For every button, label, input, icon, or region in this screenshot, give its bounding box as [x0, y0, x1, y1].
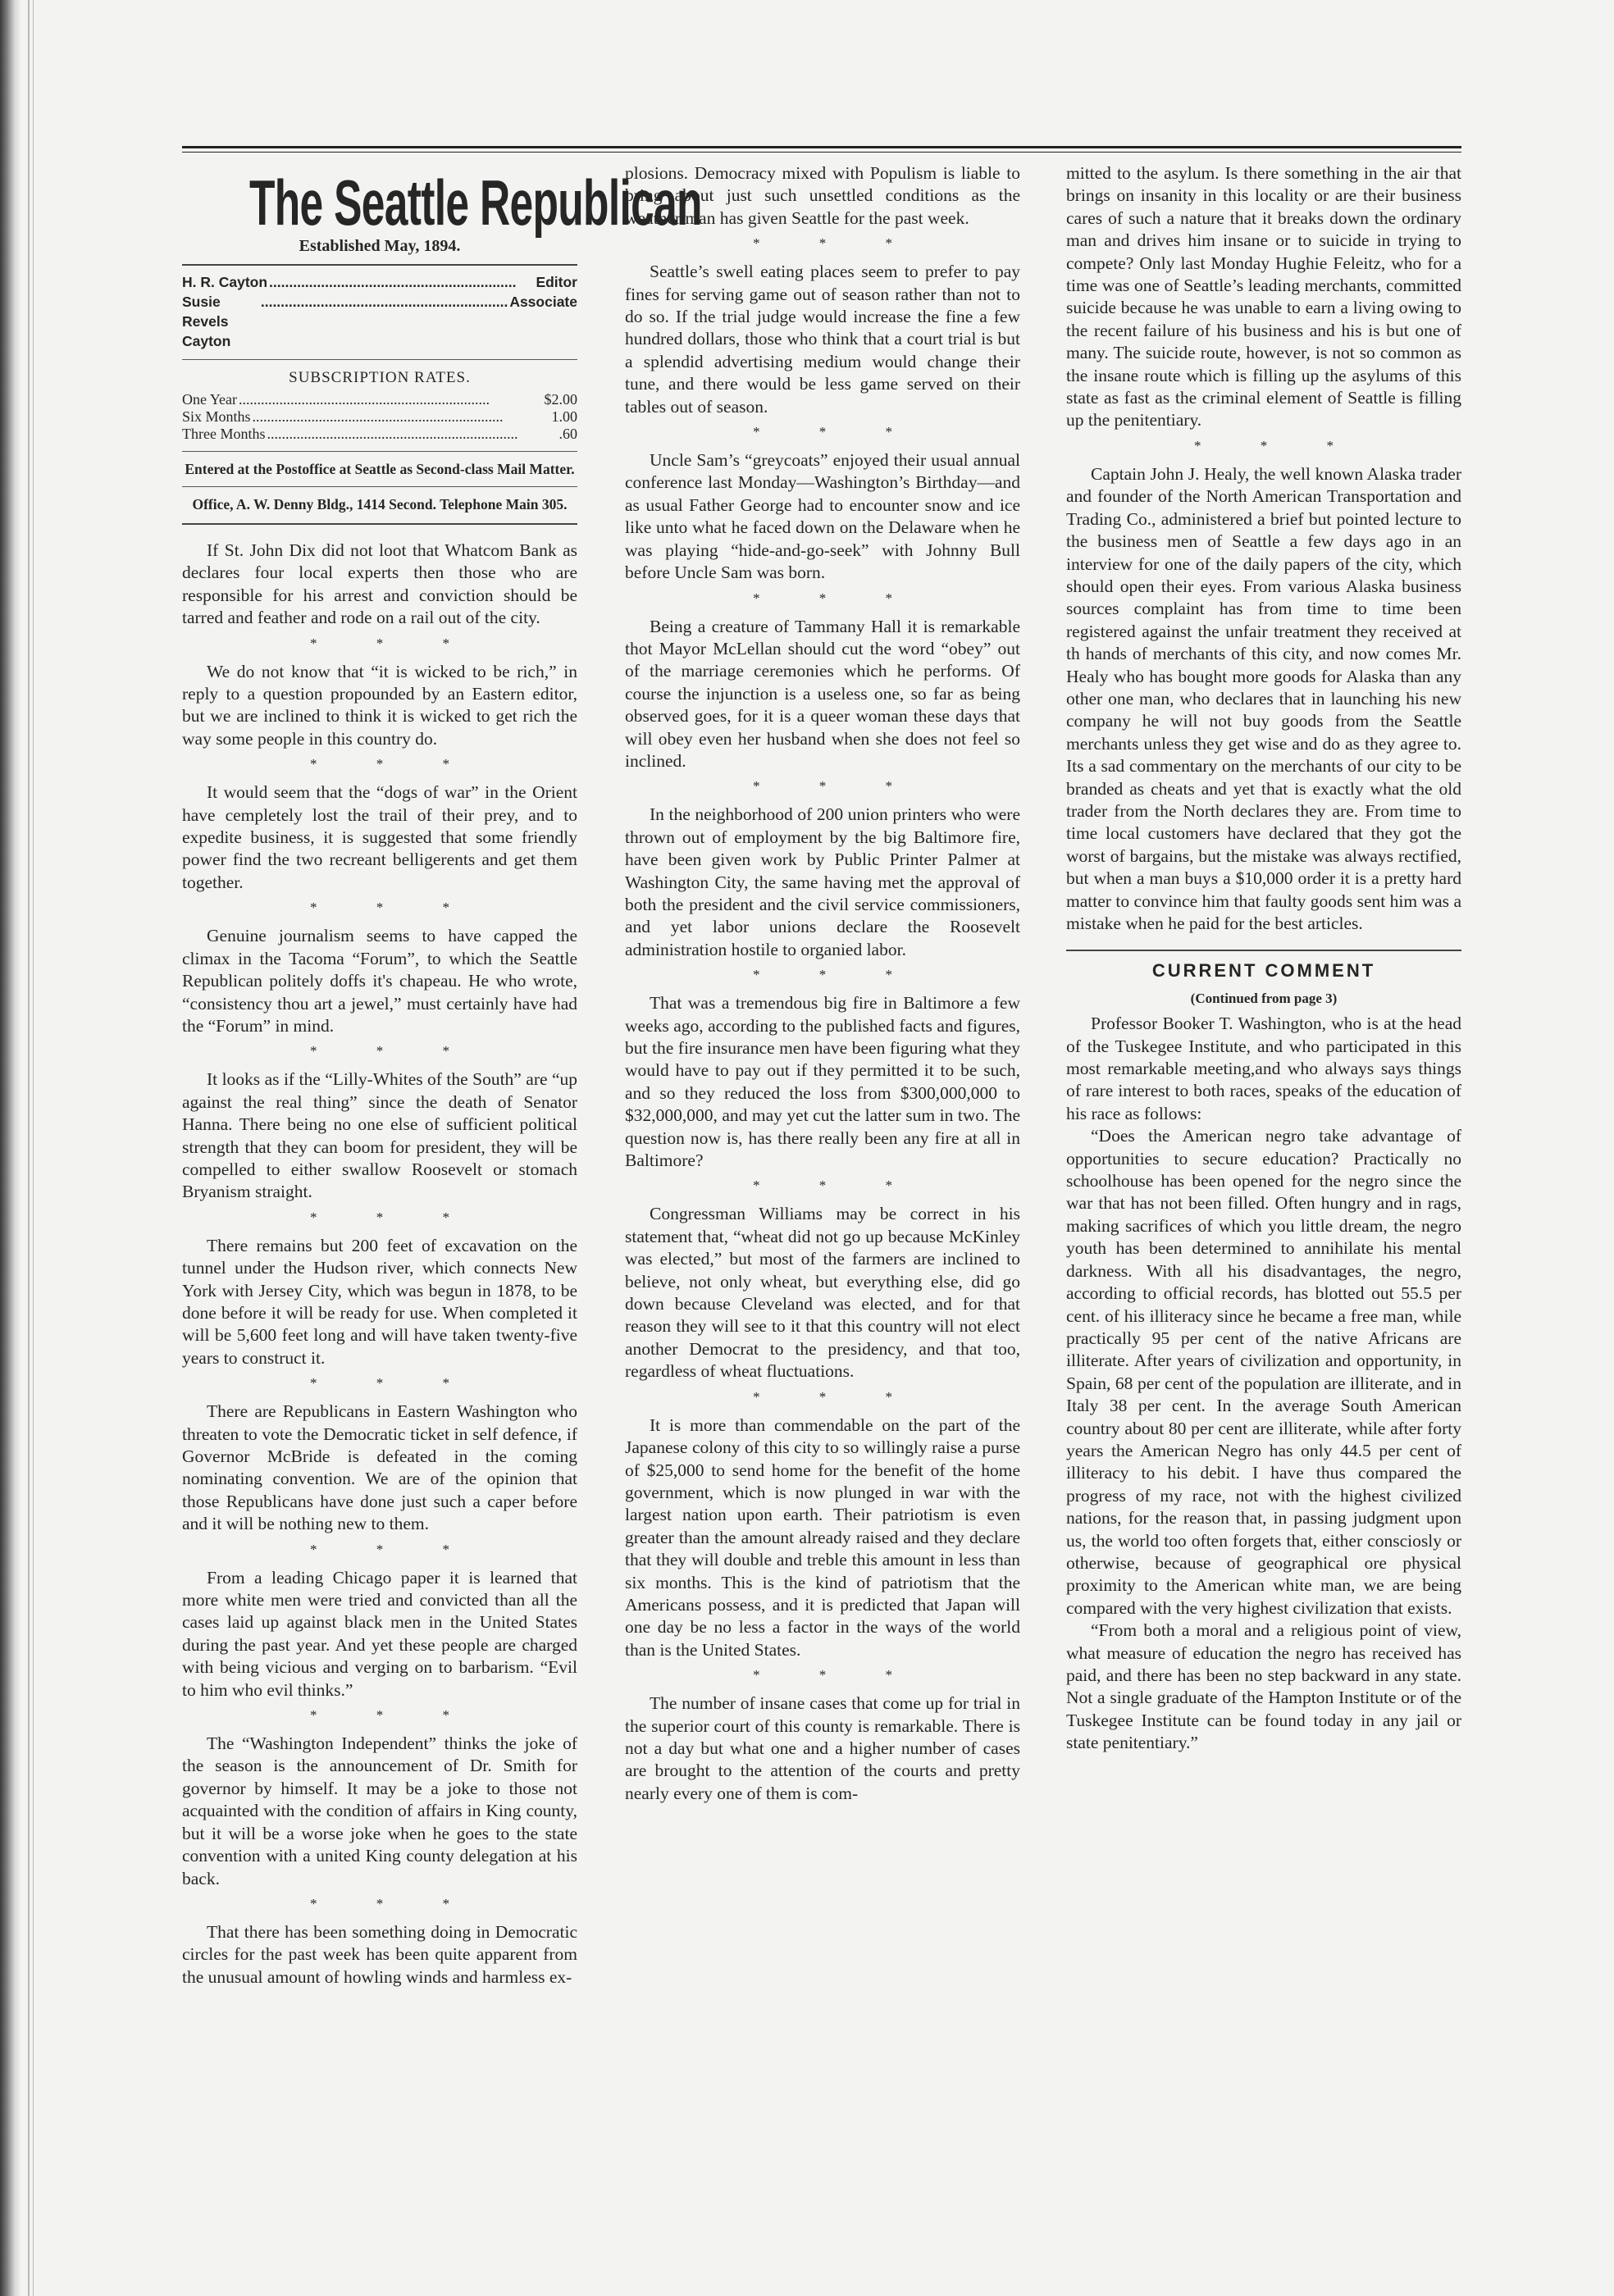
- masthead: [182, 166, 702, 525]
- column-1-articles: [182, 540, 577, 1988]
- article-paragraph: In the neighborhood of 200 union printers who were thrown out of employment by the big Baltimore fire, have been given work by Public Printer Palmer at Washington City, the same having met the approval of both the president and the civil service commissioners, and yet labor unions declare the Roosevelt administration hostile to organied labor.: [625, 804, 1020, 959]
- divider: [182, 523, 577, 525]
- article-paragraph: It looks as if the “Lilly-Whites of the South” are “up against the real thing” since the death of Senator Hanna. There being no one else of sufficient political strength that they can boom for president, they will be compelled to either swallow Roosevelt or stomach Bryanism straight.: [182, 1069, 577, 1202]
- top-rule-thin: [182, 152, 1461, 153]
- rate-row: [182, 426, 577, 443]
- article-paragraph: We do not know that “it is wicked to be rich,” in reply to a question propounded by an Eastern editor, but we are inclined to think it is wicked to get rich the way some people in this country do.: [182, 661, 577, 749]
- article-paragraph: If St. John Dix did not loot that Whatcom Bank as declares four local experts then those who are responsible for his arrest and conviction should be tarred and feather and rode on a rail out of the city.: [182, 540, 577, 628]
- rate-price: 1.00: [551, 408, 577, 425]
- postoffice-note: Entered at the Postoffice at Seattle as Second-class Mail Matter.: [185, 461, 575, 477]
- article-paragraph: It is more than commendable on the part of the Japanese colony of this city to so willingly raise a purse of $25,000 to send home for the benefit of the home government, which is now plunged in war with the largest nation upon earth. Their patriotism is even greater than the amount already raised and they declare that they will double and treble this amount in less than six months. This is the kind of patriotism that the Americans possess, and it is predicted that Japan will one day be no less a factor in the ways of the world than is the United States.: [625, 1414, 1020, 1660]
- article-paragraph: It would seem that the “dogs of war” in the Orient have cempletely lost the trail of their prey, and to expedite business, it is suggested that some friendly power find the two recreant belligerents and get them together.: [182, 782, 577, 892]
- top-rule: [182, 146, 1461, 148]
- staff-name: Susie Revels Cayton: [182, 294, 231, 349]
- star-separator: * * *: [310, 635, 477, 651]
- established-line: Established May, 1894.: [299, 237, 461, 255]
- star-separator: * * *: [310, 900, 477, 916]
- column-1: [182, 162, 702, 1988]
- column-2: [625, 162, 1020, 1805]
- divider: [182, 264, 577, 266]
- article-paragraph: Captain John J. Healy, the well known Alaska trader and founder of the North American Transportation and Trading Co., administered a brief but pointed lecture to the business men of Seattle a few days ago in an interview for one of the daily papers of the city, which should open their eyes. From various Alaska business sources complaint has from time to time been registered against the unfair treatment they received at th hands of merchants of this city, and now comes Mr. Healy who has bought more goods for Alaska than any other one man, who declares that in launching his new company he will not buy goods from the Seattle merchants unless they get wise and do as they agree to. Its a sad commentary on the merchants of our city to be branded as cheats and yet that is exactly what the old trader from the North declares they are. From time to time local customers have declared that they got the worst of bargains, but the mistake was always rectified, but when a man buys a $10,000 order it is a pretty hard matter to convince him that faulty goods sent him was a mistake when he paid for the best articles.: [1066, 463, 1461, 933]
- page-edge-line: [28, 0, 30, 2296]
- rate-term: Three Months: [182, 426, 266, 442]
- column-2-articles: [625, 162, 1020, 1805]
- staff-role: Associate: [509, 294, 577, 310]
- star-separator: * * *: [310, 1209, 477, 1225]
- star-separator: * * *: [310, 1043, 477, 1059]
- comment-paragraph: “Does the American negro take advantage of opportunities to secure education? Practically no schoolhouse has been opened for the negro since the war that has not been filled. Often hungry and in rags, making sacrifices of which you little dream, the negro youth has been determined to annihilate his mental darkness. With all his disadvantages, the negro, according to official records, has blotted out 55.5 per cent. of his illiteracy since he became a free man, while practically 95 per cent of the native Africans are illiterate. After years of civilization and opportunity, in Spain, 68 per cent of the population are illiterate, and in Italy 38 per cent. In the average South American country about 80 per cent are illiterate, while after forty years the American Negro has only 44.5 per cent of illiteracy to his debit. I have thus compared the progress of my race, not with the highest civilized nations, for the reason that, in passing judgment upon us, the world too often forgets that, either consciosly or otherwise, because of geographical ore physical proximity to the American white man, we are being compared with the very highest civilization that exists.: [1066, 1126, 1461, 1618]
- star-separator: * * *: [753, 590, 920, 606]
- article-paragraph: Being a creature of Tammany Hall it is remarkable thot Mayor McLellan should cut the word “obey” out of the marriage ceremonies which he performs. Of course the injunction is a useless one, so far as being observed goes, for it is a queer woman these days that will obey even her husband when she does not feel so inclined.: [625, 616, 1020, 771]
- star-separator: * * *: [310, 1541, 477, 1557]
- divider: [182, 486, 577, 487]
- column-3: [1066, 162, 1461, 1755]
- leader-dots: ..............................................................: [269, 274, 517, 290]
- article-paragraph: That there has been something doing in Democratic circles for the past week has been quite apparent from the unusual amount of howling winds and harmless ex-: [182, 1921, 577, 1987]
- office-note: Office, A. W. Denny Bldg., 1414 Second. Telephone Main 305.: [192, 496, 568, 512]
- star-separator: * * *: [753, 1667, 920, 1683]
- article-paragraph: mitted to the asylum. Is there something in the air that brings on insanity in this locality or are their business cares of such a nature that it breaks down the ordinary man and drives him insane or to suicide in trying to compete? Only last Monday Hughie Feleitz, who for a time was one of Seattle’s leading merchants, committed suicide because he was unable to earn a living owing to the recent failure of his business and his is but one of many. The suicide route, however, is not so common as the insane route which is filling up the asylums of this state as fast as the criminal element of Seattle is filling up the penitentiary.: [1066, 163, 1461, 430]
- rate-row: [182, 408, 577, 426]
- staff-row: [182, 272, 577, 292]
- leader-dots: ..............................................................: [260, 294, 508, 310]
- subscription-heading: SUBSCRIPTION RATES.: [289, 369, 471, 386]
- staff-row: [182, 292, 577, 351]
- leader-dots: ....................................................................: [267, 426, 518, 442]
- rate-row: [182, 391, 577, 408]
- star-separator: * * *: [1194, 437, 1361, 453]
- article-paragraph: Uncle Sam’s “greycoats” enjoyed their usual annual conference last Monday—Washington’s Birthday—and as usual Father George had to encounter snow and ice like unto what he faced down on the Delaware when he was playing “hide-and-go-seek” with Johnny Bull before Uncle Sam was born.: [625, 450, 1020, 583]
- article-paragraph: Genuine journalism seems to have capped the climax in the Tacoma “Forum”, to which the Seattle Republican politely doffs it's chapeau. He who wrote, “consistency thou art a jewel,” must certainly have had the “Forum” in mind.: [182, 926, 577, 1036]
- comment-paragraph: Professor Booker T. Washington, who is at the head of the Tuskegee Institute, and who participated in this most remarkable meeting,and who always says things of rare interest to both races, speaks of the education of his race as follows:: [1066, 1014, 1461, 1123]
- masthead-title: The Seattle Republican: [248, 166, 702, 239]
- article-paragraph: Congressman Williams may be correct in his statement that, “wheat did not go up because McKinley was elected,” but most of the farmers are inclined to believe, not only wheat, but everything else, did go down because Cleveland was elected, and for that reason they will see to it that this country will not elect another Democrat to the presidency, and that too, regardless of wheat fluctuations.: [625, 1204, 1020, 1382]
- star-separator: * * *: [753, 1388, 920, 1405]
- star-separator: * * *: [753, 778, 920, 795]
- star-separator: * * *: [753, 235, 920, 252]
- article-paragraph: The number of insane cases that come up for trial in the superior court of this county is remarkable. There is not a day but what one and a higher number of cases are brought to the attention of the courts and pretty nearly every one of them is com-: [625, 1693, 1020, 1803]
- staff-role: Editor: [536, 274, 577, 290]
- star-separator: * * *: [753, 967, 920, 983]
- article-paragraph: There remains but 200 feet of excavation on the tunnel under the Hudson river, which connects New York with Jersey City, which was begun in 1878, to be done before it will be ready for use. When completed it will be 5,600 feet long and will have taken twenty-five years to construct it.: [182, 1235, 577, 1368]
- current-comment-body: [1066, 1013, 1461, 1754]
- leader-dots: ....................................................................: [252, 408, 504, 425]
- comment-paragraph: “From both a moral and a religious point of view, what measure of education the negro has received has paid, and there has been no step backward in any state. Not a single graduate of the Hampton Institute or of the Tuskegee Institute can be found today in any jail or state penitentiary.”: [1066, 1620, 1461, 1753]
- star-separator: * * *: [753, 424, 920, 440]
- staff-name: H. R. Cayton: [182, 274, 268, 290]
- divider: [1066, 950, 1461, 951]
- leader-dots: ....................................................................: [239, 391, 490, 408]
- page-binding-shadow: [0, 0, 21, 2296]
- rate-term: Six Months: [182, 408, 251, 425]
- divider: [182, 359, 577, 360]
- star-separator: * * *: [310, 756, 477, 772]
- article-paragraph: Seattle’s swell eating places seem to prefer to pay fines for serving game out of season rather than not to do so. If the trial judge would increase the fine a few hundred dollars, those who think that a court trial is but a splendid advertising medium would change their tune, and there would be less game served on their tables out of season.: [625, 262, 1020, 417]
- article-paragraph: From a leading Chicago paper it is learned that more white men were tried and convicted than all the cases laid up against black men in the United States during the past year. And yet these people are charged with being vicious and verging on to barbarism. “Evil to him who evil thinks.”: [182, 1567, 577, 1700]
- rate-price: $2.00: [544, 391, 577, 408]
- current-comment-heading: CURRENT COMMENT: [1151, 960, 1376, 982]
- article-paragraph: The “Washington Independent” thinks the joke of the season is the announcement of Dr. Smith for governor by himself. It may be a joke to those not acquainted with the condition of affairs in King county, but it will be a worse joke when he goes to the state convention with a united King county delegation at his back.: [182, 1733, 577, 1888]
- star-separator: * * *: [753, 1178, 920, 1194]
- current-comment-subheading: (Continued from page 3): [1190, 990, 1338, 1006]
- page-edge-line: [33, 0, 34, 2296]
- rate-term: One Year: [182, 391, 237, 408]
- divider: [182, 451, 577, 452]
- article-paragraph: plosions. Democracy mixed with Populism is liable to bring about just such unsettled conditions as the weather man has given Seattle for the past week.: [625, 163, 1020, 228]
- article-paragraph: That was a tremendous big fire in Baltimore a few weeks ago, according to the published facts and figures, but the fire insurance men have been figuring what they would have to pay out if they permitted it to be such, and so they reduced the loss from $300,000,000 to $32,000,000, and may yet cut the latter sum in two. The question now is, has there really been any fire at all in Baltimore?: [625, 993, 1020, 1171]
- star-separator: * * *: [310, 1375, 477, 1392]
- rate-price: .60: [559, 426, 577, 442]
- column-3-articles: [1066, 162, 1461, 935]
- star-separator: * * *: [310, 1895, 477, 1911]
- article-paragraph: There are Republicans in Eastern Washington who threaten to vote the Democratic ticket in self defence, if Governor McBride is defeated in the coming nominating convention. We are of the opinion that those Republicans have done just such a caper before and it will be nothing new to them.: [182, 1401, 577, 1534]
- star-separator: * * *: [310, 1707, 477, 1724]
